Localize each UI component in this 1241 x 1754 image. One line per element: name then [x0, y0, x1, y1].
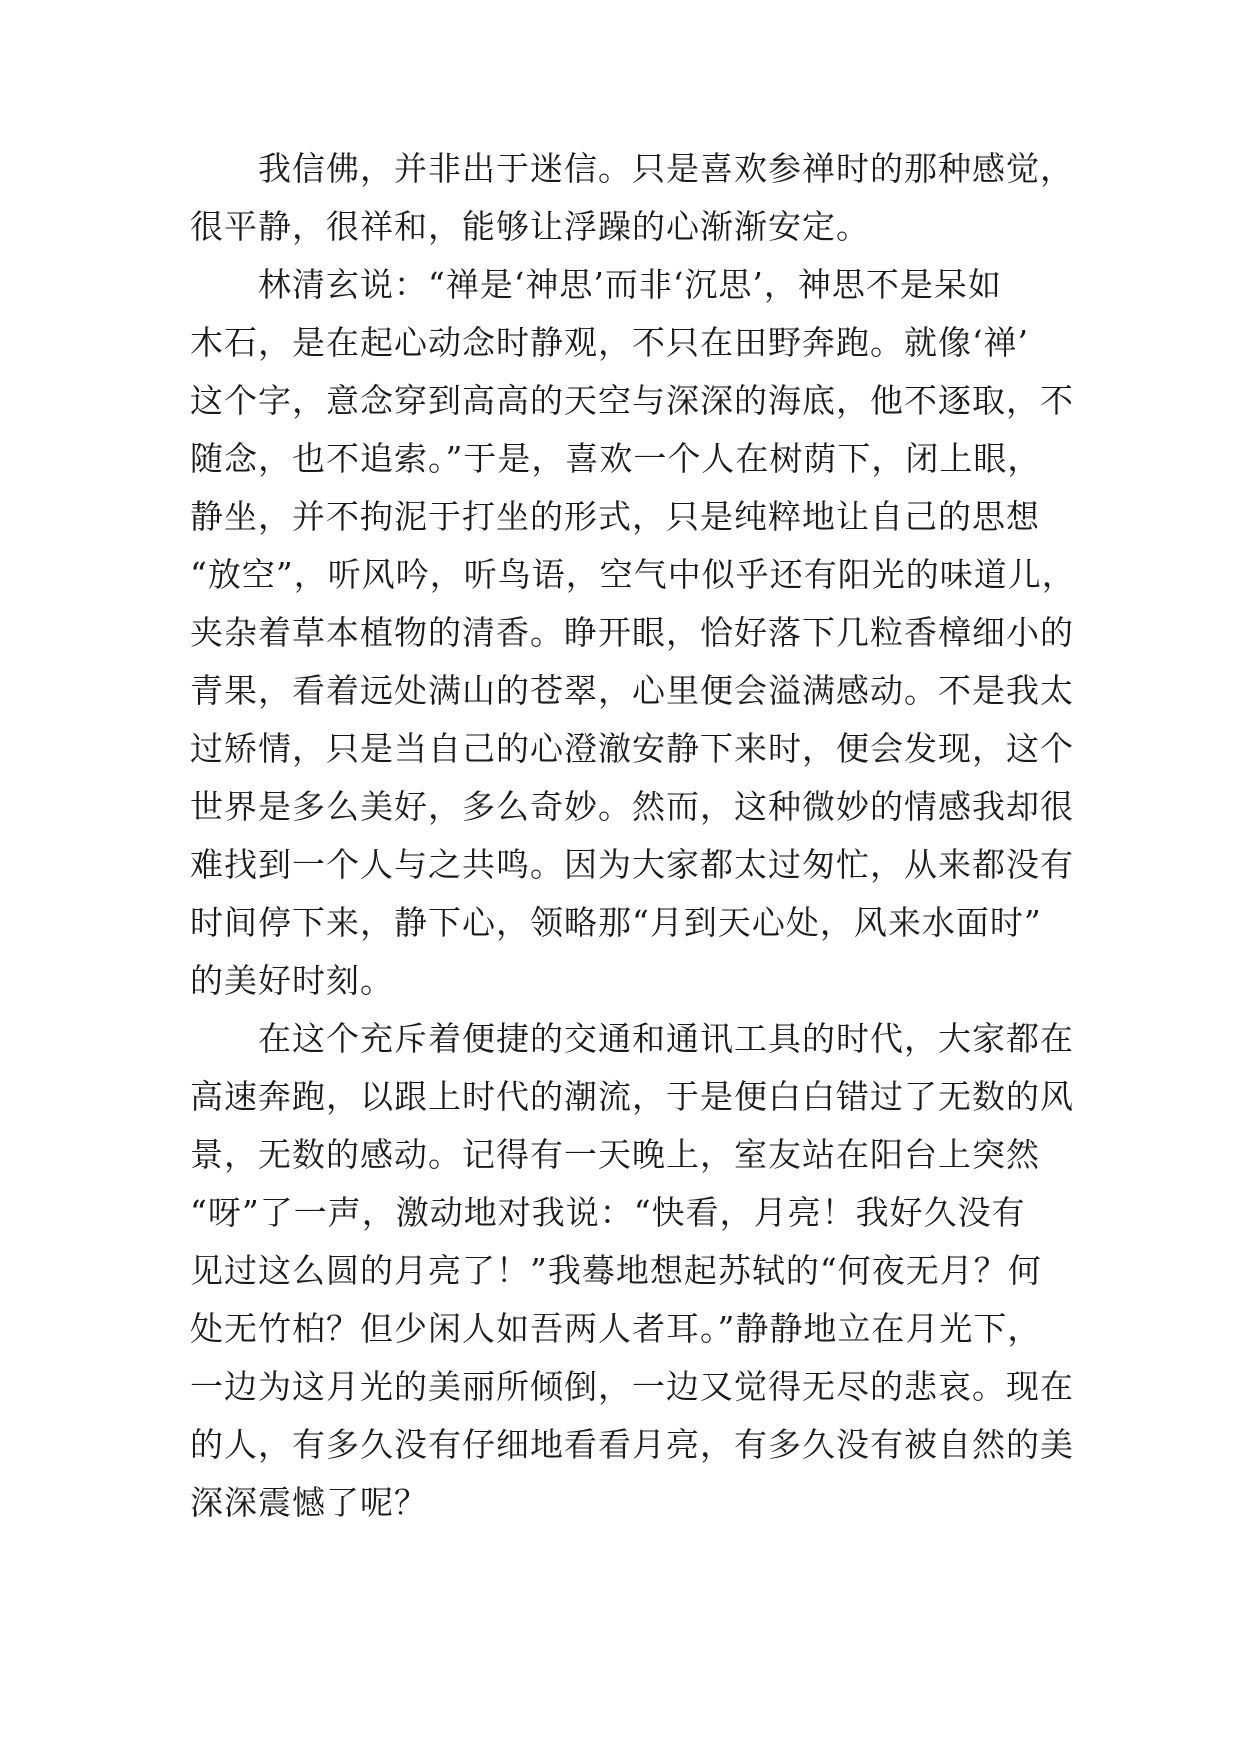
- paragraph-3-line-4: “呀”了一声，激动地对我说：“快看，月亮！我好久没有: [190, 1193, 1026, 1232]
- paragraph-2-line-9: 过矫情，只是当自己的心澄澈安静下来时，便会发现，这个: [190, 729, 1074, 768]
- paragraph-3-line-2: 高速奔跑，以跟上时代的潮流，于是便白白错过了无数的风: [190, 1077, 1074, 1116]
- paragraph-2-line-11: 难找到一个人与之共鸣。因为大家都太过匆忙，从来都没有: [190, 845, 1074, 884]
- paragraph-3-line-9: 深深震憾了呢？: [190, 1483, 428, 1522]
- paragraph-3-line-6: 处无竹柏？但少闲人如吾两人者耳。”静静地立在月光下，: [190, 1309, 1042, 1348]
- paragraph-1-line-1: 我信佛，并非出于迷信。只是喜欢参禅时的那种感觉，: [258, 149, 1074, 188]
- paragraph-2-line-1: 林清玄说：“禅是‘神思’而非‘沉思’，神思不是呆如: [258, 265, 1002, 304]
- paragraph-3-line-5: 见过这么圆的月亮了！”我蓦地想起苏轼的“何夜无月？何: [190, 1251, 1042, 1290]
- paragraph-3-line-1: 在这个充斥着便捷的交通和通讯工具的时代，大家都在: [258, 1019, 1074, 1058]
- paragraph-3-line-7: 一边为这月光的美丽所倾倒，一边又觉得无尽的悲哀。现在: [190, 1367, 1074, 1406]
- paragraph-3-line-8: 的人，有多久没有仔细地看看月亮，有多久没有被自然的美: [190, 1425, 1074, 1464]
- paragraph-1-line-2: 很平静，很祥和，能够让浮躁的心渐渐安定。: [190, 207, 870, 246]
- paragraph-2-line-10: 世界是多么美好，多么奇妙。然而，这种微妙的情感我却很: [190, 787, 1074, 826]
- paragraph-2-line-13: 的美好时刻。: [190, 961, 394, 1000]
- paragraph-2-line-4: 随念，也不追索。”于是，喜欢一个人在树荫下，闭上眼，: [190, 439, 1042, 478]
- paragraph-2-line-5: 静坐，并不拘泥于打坐的形式，只是纯粹地让自己的思想: [190, 497, 1040, 536]
- paragraph-3-line-3: 景，无数的感动。记得有一天晚上，室友站在阳台上突然: [190, 1135, 1040, 1174]
- paragraph-2-line-12: 时间停下来，静下心，领略那“月到天心处，风来水面时”: [190, 903, 1042, 942]
- paragraph-2-line-7: 夹杂着草本植物的清香。睁开眼，恰好落下几粒香樟细小的: [190, 613, 1074, 652]
- paragraph-2-line-8: 青果，看着远处满山的苍翠，心里便会溢满感动。不是我太: [190, 671, 1074, 710]
- paragraph-2-line-3: 这个字，意念穿到高高的天空与深深的海底，他不逐取，不: [190, 381, 1074, 420]
- paragraph-2-line-6: “放空”，听风吟，听鸟语，空气中似乎还有阳光的味道儿，: [190, 555, 1076, 594]
- paragraph-2-line-2: 木石，是在起心动念时静观，不只在田野奔跑。就像‘禅’: [190, 323, 1029, 362]
